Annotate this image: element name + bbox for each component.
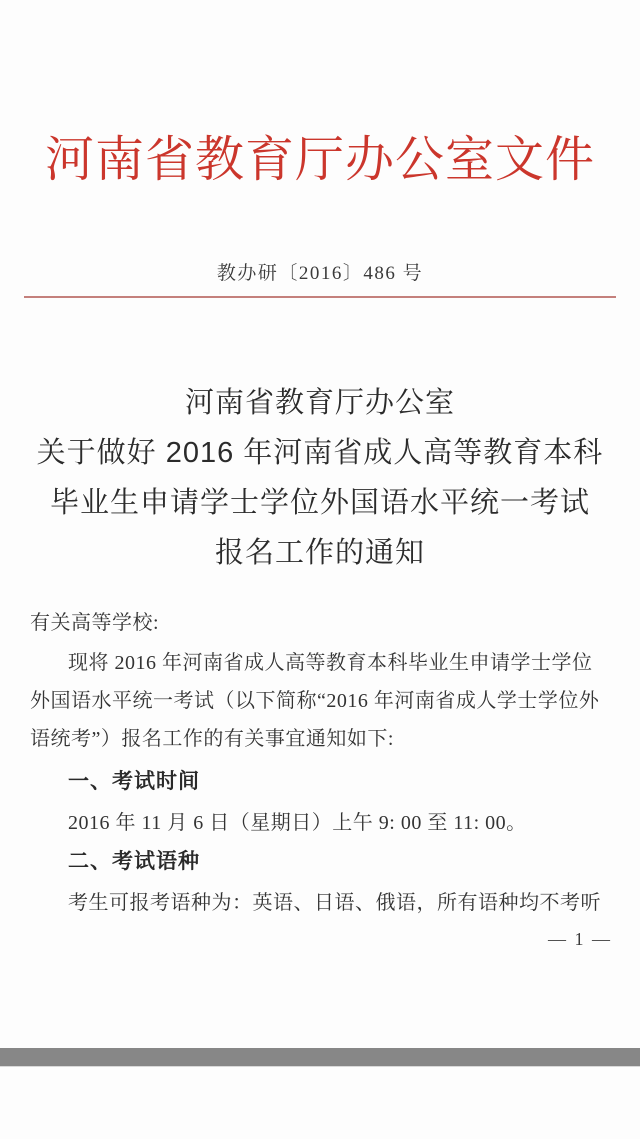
page-number: — 1 —: [548, 929, 612, 949]
body-line: 语统考”）报名工作的有关事宜通知如下:: [30, 728, 394, 750]
body-line: 2016 年 11 月 6 日（星期日）上午 9: 00 至 11: 00。: [68, 812, 527, 834]
section-heading-exam-time: 一、考试时间: [68, 770, 200, 793]
document-header-title: 河南省教育厅办公室文件: [44, 133, 595, 187]
footer-divider-bar: [0, 1048, 640, 1067]
red-divider-line: [24, 296, 616, 298]
notice-title-line-3: 毕业生申请学士学位外国语水平统一考试: [49, 487, 590, 519]
salutation-line: 有关高等学校:: [30, 612, 160, 634]
section-heading-exam-language: 二、考试语种: [68, 850, 200, 873]
notice-title-line-1: 河南省教育厅办公室: [184, 387, 455, 419]
body-line: 外国语水平统一考试（以下简称“2016 年河南省成人学士学位外: [30, 690, 600, 712]
body-line: 考生可报考语种为：英语、日语、俄语，所有语种均不考听: [68, 892, 601, 914]
notice-title-line-2: 关于做好 2016 年河南省成人高等教育本科: [36, 437, 604, 469]
notice-title: [0, 378, 640, 578]
doc-number: 教办研〔2016〕486 号: [216, 263, 424, 284]
notice-title-line-4: 报名工作的通知: [214, 537, 425, 569]
body-line: 现将 2016 年河南省成人高等教育本科毕业生申请学士学位: [68, 652, 593, 674]
